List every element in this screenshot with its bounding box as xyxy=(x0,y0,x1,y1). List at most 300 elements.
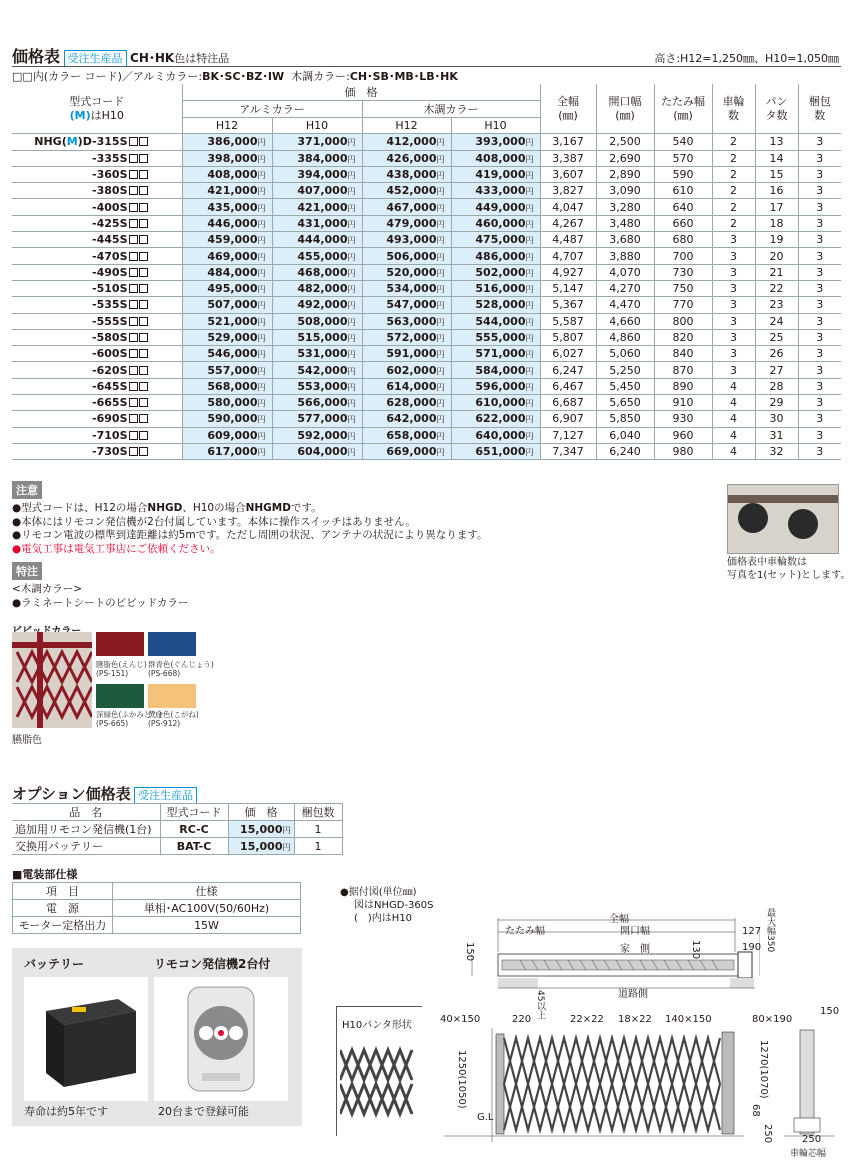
option-row xyxy=(12,821,342,838)
code-suffix-value: -645S xyxy=(92,379,128,393)
price-value: 628,000 xyxy=(386,396,437,410)
note-1b: NHGD xyxy=(147,502,183,514)
header-alu-h12: H12 xyxy=(182,118,272,134)
yen-mark: 円 xyxy=(525,187,534,197)
dim-150b: 150 xyxy=(820,1006,840,1017)
color-box-icon xyxy=(129,317,138,326)
yen-mark: 円 xyxy=(525,415,534,425)
spec-cell: 960 xyxy=(654,427,712,443)
price-row xyxy=(12,150,841,166)
spec-cell: 2 xyxy=(712,150,755,166)
spec-cell: 2,690 xyxy=(596,150,654,166)
code-suffix-value: -360S xyxy=(92,168,128,182)
spec-cell: 17 xyxy=(755,199,798,215)
model-code xyxy=(12,313,182,329)
yen-mark: 円 xyxy=(347,448,356,458)
price-cell xyxy=(451,443,540,459)
code-suffix-value: -445S xyxy=(92,233,128,247)
price-cell xyxy=(182,280,272,296)
color-box-icon xyxy=(139,431,148,440)
price-row xyxy=(12,329,841,345)
vivid-photo-caption: 臙脂色 xyxy=(12,735,42,746)
special-section xyxy=(12,562,188,637)
spec-cell: 5,060 xyxy=(596,346,654,362)
price-value: 563,000 xyxy=(386,314,437,328)
spec-cell: 570 xyxy=(654,150,712,166)
price-value: 614,000 xyxy=(386,379,437,393)
price-value: 419,000 xyxy=(475,168,526,182)
color-box-icon xyxy=(139,300,148,309)
color-box-icon xyxy=(129,219,138,228)
spec-cell: 5,850 xyxy=(596,411,654,427)
header-alu-h10: H10 xyxy=(272,118,362,134)
drawing-subtitle-2: ( )内はH10 xyxy=(354,913,413,924)
price-row xyxy=(12,411,841,427)
color-box-icon xyxy=(129,252,138,261)
price-cell xyxy=(362,215,451,231)
price-value: 529,000 xyxy=(207,331,258,344)
spec-cell: 3,480 xyxy=(596,215,654,231)
spec-cell: 3 xyxy=(712,297,755,313)
yen-mark: 円 xyxy=(436,334,445,343)
opt-name: 交換用バッテリー xyxy=(12,838,160,855)
price-row xyxy=(12,313,841,329)
price-row xyxy=(12,215,841,231)
price-value: 468,000 xyxy=(297,265,348,279)
code-suffix-value: -510S xyxy=(92,282,128,296)
color-box-icon xyxy=(129,300,138,309)
swatch-label-0 xyxy=(96,660,147,678)
spec-cell: 6,907 xyxy=(540,411,596,427)
spec-cell: 2,500 xyxy=(596,134,654,150)
spec-cell: 980 xyxy=(654,443,712,459)
price-value: 446,000 xyxy=(207,216,258,230)
yen-mark: 円 xyxy=(436,382,445,392)
price-row xyxy=(12,443,841,459)
price-value: 566,000 xyxy=(297,396,348,410)
price-cell xyxy=(451,150,540,166)
yen-mark: 円 xyxy=(525,203,534,213)
code-suffix-value: -555S xyxy=(92,314,128,328)
dim-house-side: 家 側 xyxy=(620,944,650,955)
swatch-enji xyxy=(96,632,144,656)
price-cell xyxy=(451,215,540,231)
spec-cell: 4,487 xyxy=(540,232,596,248)
remote-photo xyxy=(154,977,288,1101)
spec-cell: 3,607 xyxy=(540,166,596,182)
yen-mark: 円 xyxy=(347,350,356,360)
spec-cell: 4 xyxy=(712,395,755,411)
dim-250: 250 xyxy=(762,1124,773,1144)
price-value: 460,000 xyxy=(475,216,526,230)
model-code xyxy=(12,232,182,248)
spec-cell: 19 xyxy=(755,232,798,248)
spec-cell: 14 xyxy=(755,150,798,166)
price-value: 547,000 xyxy=(386,298,437,312)
price-value: 493,000 xyxy=(386,233,437,247)
price-cell xyxy=(272,411,362,427)
price-cell xyxy=(272,232,362,248)
yen-mark: 円 xyxy=(257,252,266,262)
color-box-icon xyxy=(139,137,148,146)
swatch-name-0: 臙脂色(えんじ) xyxy=(96,660,147,669)
opt-price-value: 15,000 xyxy=(240,822,283,836)
color-box-icon xyxy=(129,170,138,179)
price-cell xyxy=(182,443,272,459)
yen-mark: 円 xyxy=(347,366,356,376)
spec-cell: 2 xyxy=(712,183,755,199)
yen-mark: 円 xyxy=(257,366,266,376)
price-value: 658,000 xyxy=(386,428,437,442)
price-cell xyxy=(362,166,451,182)
price-cell xyxy=(362,199,451,215)
price-row xyxy=(12,134,841,150)
price-value: 421,000 xyxy=(297,200,348,214)
spec-cell: 5,807 xyxy=(540,329,596,345)
color-box-icon xyxy=(139,186,148,195)
dim-road-side: 道路側 xyxy=(618,989,648,1000)
price-cell xyxy=(451,329,540,345)
spec-cell: 2,890 xyxy=(596,166,654,182)
price-value: 642,000 xyxy=(386,412,437,426)
price-cell xyxy=(182,199,272,215)
color-box-icon xyxy=(129,382,138,391)
color-box-icon xyxy=(139,284,148,293)
wheel-photo-caption xyxy=(727,556,850,582)
price-value: 455,000 xyxy=(297,249,348,263)
price-cell xyxy=(272,297,362,313)
yen-mark: 円 xyxy=(436,187,445,197)
price-value: 469,000 xyxy=(207,249,258,263)
note-1a: ●型式コードは、H12の場合 xyxy=(12,502,148,514)
header-opening xyxy=(596,84,654,134)
spec-cell: 4,860 xyxy=(596,329,654,345)
spec-cell: 2 xyxy=(712,199,755,215)
spec-cell: 5,250 xyxy=(596,362,654,378)
yen-mark: 円 xyxy=(257,171,266,181)
opt-name: 追加用リモコン発信機(1台) xyxy=(12,821,160,838)
header-width-label: 全幅 xyxy=(557,94,579,108)
spec-cell: 820 xyxy=(654,329,712,345)
price-row xyxy=(12,362,841,378)
price-value: 495,000 xyxy=(207,282,258,296)
yen-mark: 円 xyxy=(436,415,445,425)
spec-cell: 590 xyxy=(654,166,712,182)
price-cell xyxy=(182,313,272,329)
price-value: 521,000 xyxy=(207,314,258,328)
color-box-icon xyxy=(129,431,138,440)
yen-mark: 円 xyxy=(436,154,445,164)
spec-cell: 730 xyxy=(654,264,712,280)
price-cell xyxy=(272,134,362,150)
opt-code: BAT-C xyxy=(160,838,228,855)
spec-cell: 3 xyxy=(798,215,841,231)
yen-mark: 円 xyxy=(257,334,266,343)
price-row xyxy=(12,346,841,362)
price-value: 528,000 xyxy=(475,298,526,312)
spec-cell: 22 xyxy=(755,280,798,296)
yen-mark: 円 xyxy=(436,448,445,458)
yen-mark: 円 xyxy=(347,252,356,262)
spec-cell: 16 xyxy=(755,183,798,199)
color-box-icon xyxy=(139,219,148,228)
yen-mark: 円 xyxy=(257,301,266,311)
price-cell xyxy=(272,313,362,329)
price-cell xyxy=(451,280,540,296)
dim-150: 150 xyxy=(464,942,475,962)
price-cell xyxy=(182,395,272,411)
spec-cell: 5,147 xyxy=(540,280,596,296)
swatch-code-0: (PS-151) xyxy=(96,669,129,678)
price-cell xyxy=(182,264,272,280)
price-value: 408,000 xyxy=(207,168,258,182)
electric-title: ■電装部仕様 xyxy=(12,868,78,881)
color-box-icon xyxy=(139,235,148,244)
price-cell xyxy=(362,183,451,199)
spec-cell: 26 xyxy=(755,346,798,362)
price-value: 520,000 xyxy=(386,265,437,279)
yen-mark: 円 xyxy=(436,366,445,376)
spec-cell: 20 xyxy=(755,248,798,264)
spec-value: 単相･AC100V(50/60Hz) xyxy=(113,900,301,917)
dim-wheel-center: 車輪芯幅 xyxy=(790,1149,827,1159)
color-box-icon xyxy=(129,366,138,375)
swatch-gunjo xyxy=(148,632,196,656)
yen-mark: 円 xyxy=(282,842,291,852)
price-value: 553,000 xyxy=(297,379,348,393)
model-code xyxy=(12,166,182,182)
alu-colors: BK･SC･BZ･IW xyxy=(202,70,285,83)
yen-mark: 円 xyxy=(347,268,356,278)
yen-mark: 円 xyxy=(257,236,266,246)
price-value: 577,000 xyxy=(297,412,348,426)
price-cell xyxy=(451,183,540,199)
spec-cell: 24 xyxy=(755,313,798,329)
color-prefix: □□内(カラー コード)／アルミカラー: xyxy=(12,70,203,83)
spec-cell: 3,167 xyxy=(540,134,596,150)
yen-mark: 円 xyxy=(525,366,534,376)
spec-cell: 7,127 xyxy=(540,427,596,443)
price-value: 407,000 xyxy=(297,184,348,198)
price-row xyxy=(12,280,841,296)
header-fold xyxy=(654,84,712,134)
yen-mark: 円 xyxy=(257,219,266,229)
code-suffix-value: -400S xyxy=(92,200,128,214)
note-1c: 、H10の場合 xyxy=(182,502,246,514)
color-box-icon xyxy=(139,398,148,407)
special-label: 特注 xyxy=(12,562,42,580)
code-m: M xyxy=(66,135,78,149)
yen-mark: 円 xyxy=(525,236,534,246)
spec-cell: 610 xyxy=(654,183,712,199)
swatch-name-3: 黄金色(こがね) xyxy=(148,710,199,719)
color-box-icon xyxy=(139,333,148,342)
yen-mark: 円 xyxy=(436,203,445,213)
price-cell xyxy=(451,134,540,150)
color-box-icon xyxy=(139,447,148,456)
price-value: 592,000 xyxy=(297,428,348,442)
spec-cell: 3 xyxy=(712,329,755,345)
yen-mark: 円 xyxy=(257,431,266,441)
price-value: 602,000 xyxy=(386,363,437,377)
code-suffix-value: -315S xyxy=(92,135,128,149)
model-code xyxy=(12,248,182,264)
opt-h-name: 品 名 xyxy=(12,804,160,821)
spec-cell: 4,070 xyxy=(596,264,654,280)
yen-mark: 円 xyxy=(347,154,356,164)
price-value: 435,000 xyxy=(207,200,258,214)
price-value: 534,000 xyxy=(386,282,437,296)
spec-cell: 640 xyxy=(654,199,712,215)
yen-mark: 円 xyxy=(347,431,356,441)
price-cell xyxy=(182,329,272,345)
remote-icon xyxy=(154,977,288,1101)
note-1 xyxy=(12,502,487,516)
note-1e: です。 xyxy=(290,502,322,514)
battery-caption: 寿命は約5年です xyxy=(24,1105,108,1118)
price-value: 475,000 xyxy=(475,233,526,247)
opt-h-price: 価 格 xyxy=(228,804,294,821)
model-code xyxy=(12,427,182,443)
dim-80x190: 80×190 xyxy=(752,1014,793,1025)
spec-cell: 3 xyxy=(712,264,755,280)
header-width-unit: (㎜) xyxy=(558,108,578,122)
dim-gl: G.L xyxy=(477,1112,494,1123)
price-value: 394,000 xyxy=(297,168,348,182)
header-wood-h10: H10 xyxy=(451,118,540,134)
yen-mark: 円 xyxy=(525,399,534,409)
dim-130: 130 xyxy=(690,940,701,960)
spec-cell: 6,040 xyxy=(596,427,654,443)
dim-127: 127 xyxy=(742,926,762,937)
spec-cell: 540 xyxy=(654,134,712,150)
price-value: 398,000 xyxy=(207,151,258,165)
notes-section xyxy=(12,481,487,556)
spec-cell: 890 xyxy=(654,378,712,394)
spec-cell: 13 xyxy=(755,134,798,150)
spec-cell: 3 xyxy=(798,150,841,166)
model-code xyxy=(12,183,182,199)
spec-cell: 910 xyxy=(654,395,712,411)
price-cell xyxy=(272,199,362,215)
price-cell xyxy=(362,427,451,443)
price-cell xyxy=(182,215,272,231)
yen-mark: 円 xyxy=(436,285,445,295)
price-cell xyxy=(272,346,362,362)
spec-h-spec: 仕様 xyxy=(113,883,301,900)
price-cell xyxy=(272,395,362,411)
yen-mark: 円 xyxy=(347,203,356,213)
price-value: 408,000 xyxy=(475,151,526,165)
drawing-title-block xyxy=(340,886,434,925)
spec-cell: 3 xyxy=(712,280,755,296)
spec-cell: 3 xyxy=(798,427,841,443)
spec-cell: 4 xyxy=(712,443,755,459)
note-3: ●リモコン電波の標準到達距離は約5mです。ただし周囲の状況、アンテナの状況により異なります。 xyxy=(12,529,488,541)
price-value: 584,000 xyxy=(475,363,526,377)
price-cell xyxy=(362,443,451,459)
color-box-icon xyxy=(139,268,148,277)
remote-caption: 20台まで登録可能 xyxy=(158,1105,249,1118)
spec-cell: 3 xyxy=(712,362,755,378)
spec-cell: 5,650 xyxy=(596,395,654,411)
yen-mark: 円 xyxy=(525,334,534,343)
spec-cell: 3 xyxy=(798,346,841,362)
dim-18x22: 18×22 xyxy=(618,1014,652,1025)
dim-68: 68 xyxy=(750,1104,761,1117)
special-1: <木調カラー> xyxy=(12,583,83,595)
model-code xyxy=(12,297,182,313)
yen-mark: 円 xyxy=(436,171,445,181)
price-value: 386,000 xyxy=(207,135,258,149)
photo-caption-1: 価格表中車輪数は xyxy=(727,557,807,568)
price-cell xyxy=(362,248,451,264)
price-cell xyxy=(451,166,540,182)
yen-mark: 円 xyxy=(436,317,445,327)
yen-mark: 円 xyxy=(257,415,266,425)
price-cell xyxy=(451,232,540,248)
price-cell xyxy=(272,215,362,231)
spec-cell: 3 xyxy=(798,166,841,182)
color-box-icon xyxy=(129,414,138,423)
price-row xyxy=(12,395,841,411)
spec-cell: 6,247 xyxy=(540,362,596,378)
spec-cell: 3 xyxy=(712,232,755,248)
yen-mark: 円 xyxy=(525,431,534,441)
opt-price-value: 15,000 xyxy=(240,839,283,853)
yen-mark: 円 xyxy=(525,171,534,181)
price-value: 384,000 xyxy=(297,151,348,165)
code-suffix-value: -535S xyxy=(92,298,128,312)
dim-45-over: 45以上 xyxy=(535,990,545,1020)
spec-cell: 4 xyxy=(712,411,755,427)
yen-mark: 円 xyxy=(525,382,534,392)
dim-250b: 250 xyxy=(802,1134,822,1145)
note-2: ●本体にはリモコン発信機が2台付属しています。本体に操作スイッチはありません。 xyxy=(12,515,416,528)
spec-value: 15W xyxy=(113,917,301,934)
swatch-code-3: (PS-912) xyxy=(148,719,181,728)
header-code xyxy=(12,84,182,134)
option-table xyxy=(12,803,343,855)
yen-mark: 円 xyxy=(257,448,266,458)
price-value: 516,000 xyxy=(475,282,526,296)
price-cell xyxy=(182,150,272,166)
spec-cell: 6,687 xyxy=(540,395,596,411)
wheel-photo xyxy=(727,484,839,554)
model-code xyxy=(12,411,182,427)
spec-cell: 5,367 xyxy=(540,297,596,313)
price-cell xyxy=(451,362,540,378)
price-value: 444,000 xyxy=(297,233,348,247)
opt-h-pack: 梱包数 xyxy=(294,804,342,821)
swatch-code-2: (PS-665) xyxy=(96,719,129,728)
opt-price xyxy=(228,838,294,855)
price-cell xyxy=(451,346,540,362)
spec-cell: 660 xyxy=(654,215,712,231)
price-table xyxy=(12,84,841,460)
yen-mark: 円 xyxy=(347,415,356,425)
spec-cell: 4,707 xyxy=(540,248,596,264)
header-fold-unit: (㎜) xyxy=(673,108,693,122)
yen-mark: 円 xyxy=(257,285,266,295)
swatch-kogane xyxy=(148,684,196,708)
spec-cell: 3 xyxy=(712,313,755,329)
spec-cell: 3 xyxy=(798,232,841,248)
yen-mark: 円 xyxy=(257,203,266,213)
spec-cell: 3 xyxy=(798,199,841,215)
battery-icon xyxy=(24,977,148,1101)
yen-mark: 円 xyxy=(257,187,266,197)
